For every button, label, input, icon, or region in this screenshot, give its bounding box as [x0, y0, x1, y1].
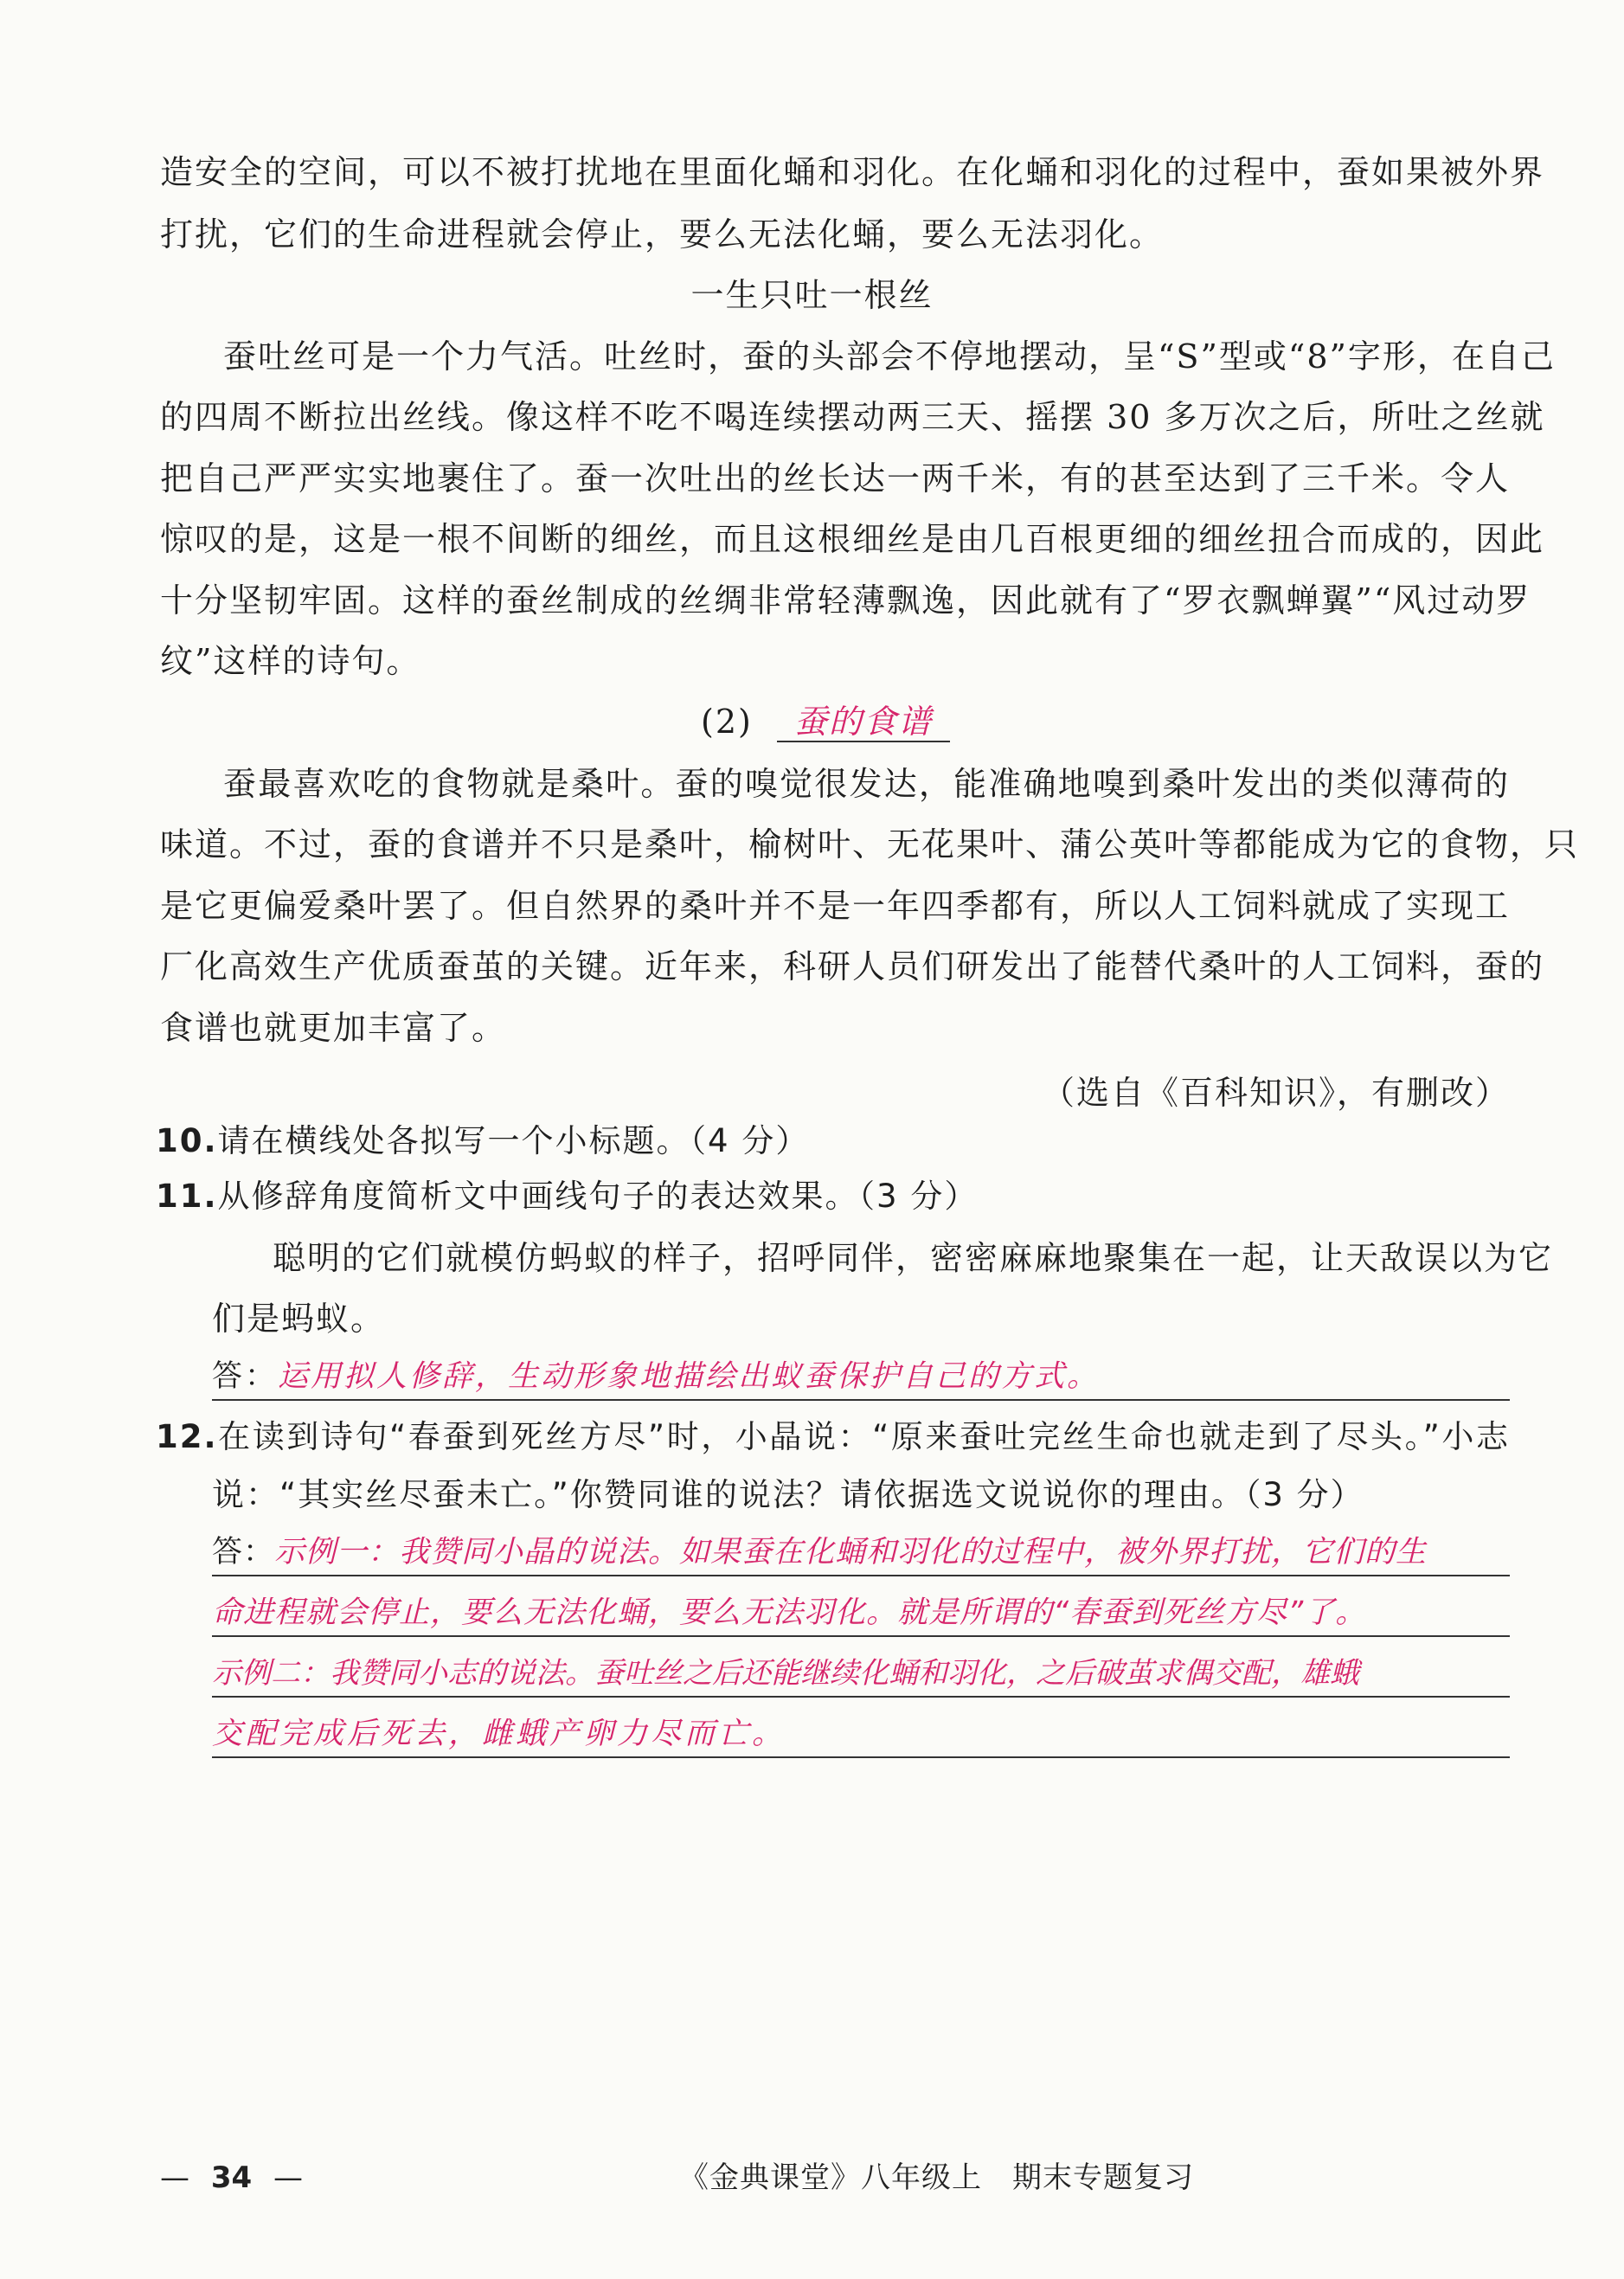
question-text: 从修辞角度简析文中画线句子的表达效果。（3 分） — [217, 1178, 979, 1215]
answer-label: 答： — [212, 1359, 279, 1394]
answer-line — [212, 1530, 1510, 1576]
passage-line: 蚕最喜欢吃的食物就是桑叶。蚕的嗅觉很发达，能准确地嗅到桑叶发出的类似薄荷的 — [223, 765, 1510, 803]
passage-line: 造安全的空间，可以不被打扰地在里面化蛹和羽化。在化蛹和羽化的过程中，蚕如果被外界 — [160, 153, 1545, 191]
question-number: 12. — [156, 1418, 218, 1455]
passage-line: 纹”这样的诗句。 — [160, 642, 421, 680]
question-12 — [156, 1415, 1510, 1460]
question-text: 在读到诗句“春蚕到死丝方尽”时，小晶说：“原来蚕吐完丝生命也就走到了尽头。”小志 — [217, 1418, 1510, 1455]
passage-line: 打扰，它们的生命进程就会停止，要么无法化蛹，要么无法羽化。 — [160, 215, 1165, 254]
dash: — — [273, 2160, 303, 2195]
book-title: 《金典课堂》八年级上 期末专题复习 — [679, 2160, 1194, 2195]
answer-line: 命进程就会停止，要么无法化蛹，要么无法羽化。就是所谓的“春蚕到死丝方尽”了。 — [212, 1590, 1510, 1637]
passage-line: 厂化高效生产优质蚕茧的关键。近年来，科研人员们研发出了能替代桑叶的人工饲料，蚕的 — [160, 947, 1545, 985]
page-number: 34 — [210, 2160, 253, 2195]
quoted-sentence: 聪明的它们就模仿蚂蚁的样子，招呼同伴，密密麻麻地聚集在一起，让天敌误以为它 — [273, 1239, 1554, 1277]
answer-line: 示例二：我赞同小志的说法。蚕吐丝之后还能继续化蛹和羽化，之后破茧求偶交配，雄蛾 — [212, 1651, 1510, 1698]
handwritten-answer: 示例一：我赞同小晶的说法。如果蚕在化蛹和羽化的过程中，被外界打扰，它们的生 — [274, 1535, 1428, 1570]
answer-line — [212, 1354, 1510, 1401]
page-number-block — [160, 2159, 303, 2197]
handwritten-subtitle: 蚕的食谱 — [777, 703, 950, 742]
answer-label: 答： — [212, 1535, 275, 1570]
source-citation: （选自《百科知识》，有删改） — [1041, 1074, 1510, 1112]
passage-line: 惊叹的是，这是一根不间断的细丝，而且这根细丝是由几百根更细的细丝扭合而成的，因此 — [160, 520, 1545, 558]
subtitle-number: (2) — [701, 703, 753, 741]
passage-line: 的四周不断拉出丝线。像这样不吃不喝连续摆动两三天、摇摆 30 多万次之后，所吐之丝就 — [160, 398, 1545, 436]
passage-line: 是它更偏爱桑叶罢了。但自然界的桑叶并不是一年四季都有，所以人工饲料就成了实现工 — [160, 887, 1511, 925]
question-number: 10. — [156, 1122, 218, 1159]
dash: — — [160, 2160, 189, 2195]
question-10 — [156, 1119, 809, 1164]
section-subtitle-blank — [701, 699, 950, 744]
question-11 — [156, 1174, 978, 1219]
passage-line: 把自己严严实实地裹住了。蚕一次吐出的丝长达一两千米，有的甚至达到了三千米。令人 — [160, 459, 1511, 498]
question-text: 说：“其实丝尽蚕未亡。”你赞同谁的说法？请依据选文说说你的理由。（3 分） — [212, 1476, 1364, 1513]
section-subtitle: 一生只吐一根丝 — [690, 276, 934, 314]
passage-line: 蚕吐丝可是一个力气活。吐丝时，蚕的头部会不停地摆动，呈“S”型或“8”字形，在自己 — [223, 337, 1556, 376]
handwritten-answer: 运用拟人修辞，生动形象地描绘出蚁蚕保护自己的方式。 — [278, 1359, 1101, 1394]
quoted-sentence: 们是蚂蚁。 — [212, 1300, 386, 1338]
question-number: 11. — [156, 1178, 218, 1215]
passage-line: 十分坚韧牢固。这样的蚕丝制成的丝绸非常轻薄飘逸，因此就有了“罗衣飘蝉翼”“风过动罗 — [160, 581, 1531, 620]
passage-line: 味道。不过，蚕的食谱并不只是桑叶，榆树叶、无花果叶、蒲公英叶等都能成为它的食物，只 — [160, 825, 1580, 863]
question-text: 请在横线处各拟写一个小标题。（4 分） — [217, 1122, 810, 1159]
passage-line: 食谱也就更加丰富了。 — [160, 1009, 507, 1047]
answer-line: 交配完成后死去，雌蛾产卵力尽而亡。 — [212, 1711, 1510, 1758]
